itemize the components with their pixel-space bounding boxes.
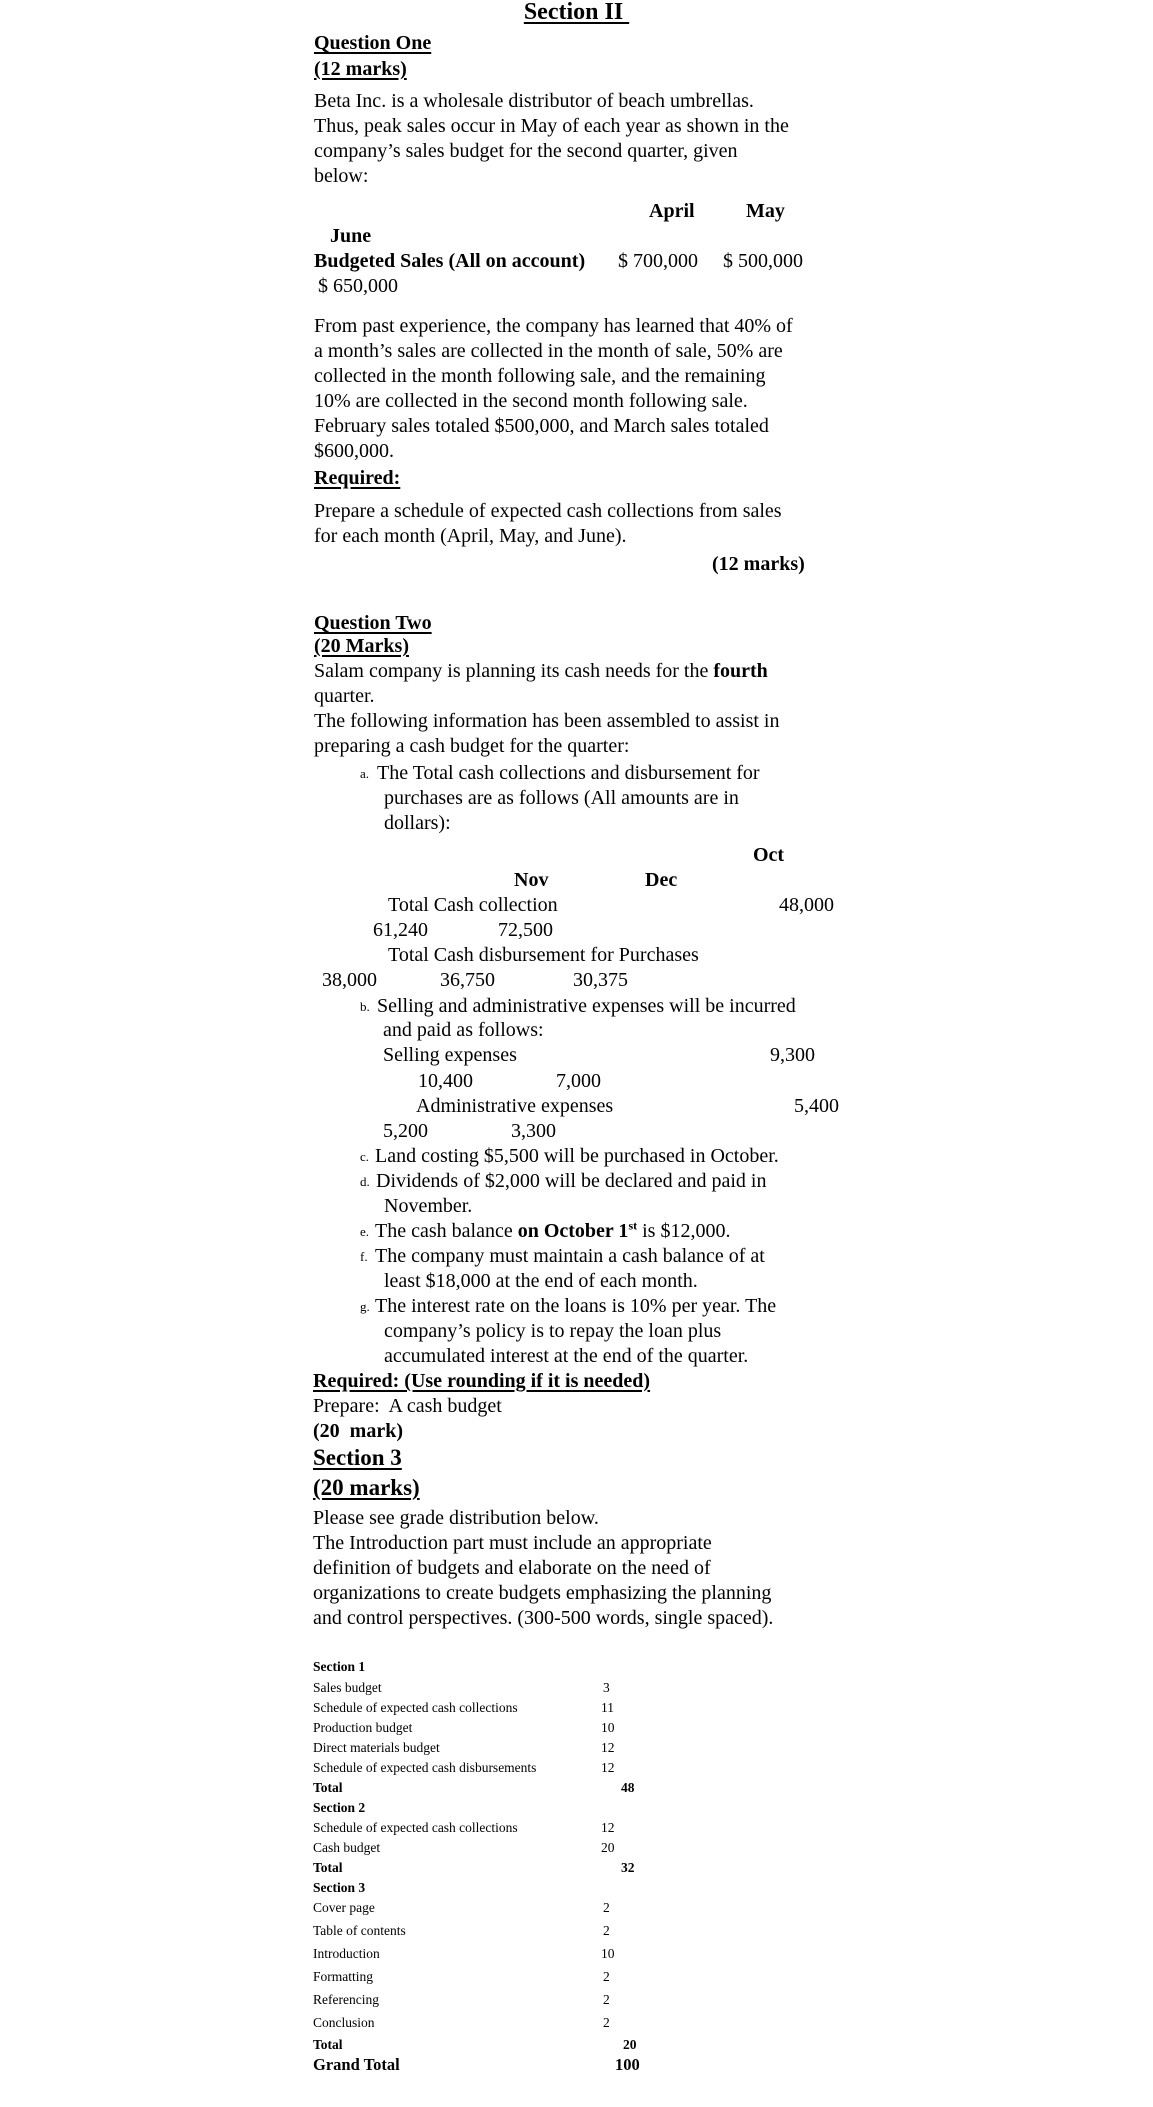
grade-total-value: 20: [623, 2037, 637, 2052]
q1-required-heading: Required:: [314, 467, 401, 489]
q2-marks-footer: (20 mark): [313, 1420, 403, 1442]
q2-table-oct-header: Oct: [753, 844, 785, 866]
q2-admin-nov: 5,200: [383, 1120, 428, 1142]
q2-disbursement-dec: 30,375: [573, 969, 628, 991]
q2-disbursement-oct: 38,000: [322, 969, 377, 991]
grade-row-label: Schedule of expected cash collections: [313, 1700, 518, 1715]
grade-row-value: 12: [601, 1740, 615, 1755]
grade-row-label: Cash budget: [313, 1840, 381, 1855]
q2-selling-oct: 9,300: [770, 1044, 815, 1066]
q2-admin-oct: 5,400: [794, 1095, 839, 1117]
s3-marks: (20 marks): [313, 1475, 420, 1500]
q2-intro-line-4: preparing a cash budget for the quarter:: [314, 735, 630, 757]
grade-row-value: 2: [603, 1923, 610, 1938]
q1-budget-june-value: $ 650,000: [318, 275, 398, 297]
q2-required-heading: Required: (Use rounding if it is needed): [313, 1370, 651, 1392]
q1-month-may: May: [746, 200, 785, 222]
q2-selling-dec: 7,000: [556, 1070, 601, 1092]
q2-item-g-line-2: company’s policy is to repay the loan plus: [384, 1320, 722, 1342]
grade-row-value: 2: [603, 2015, 610, 2030]
s3-line-5: and control perspectives. (300-500 words, single spaced).: [313, 1607, 774, 1629]
q2-item-a-text-1: The Total cash collections and disbursement for: [377, 762, 760, 784]
grade-row-label: Cover page: [313, 1900, 375, 1915]
grade-row-label: Table of contents: [313, 1923, 406, 1938]
q2-selling-label: Selling expenses: [383, 1044, 517, 1066]
q2-item-d-line-2: November.: [384, 1195, 473, 1217]
q2-item-e-post: is $12,000.: [637, 1220, 731, 1242]
q2-item-a-line-3: dollars):: [384, 812, 451, 834]
q2-collection-label: Total Cash collection: [388, 894, 558, 916]
q1-heading: Question One: [314, 32, 432, 54]
q2-item-d-marker: d.: [360, 1174, 370, 1189]
grade-row-value: 10: [601, 1720, 615, 1735]
q1-exp-line-5: February sales totaled $500,000, and March sales totaled: [314, 415, 769, 437]
q1-budget-april-value: $ 700,000: [618, 250, 698, 272]
q1-exp-line-2: a month’s sales are collected in the month of sale, 50% are: [314, 340, 783, 362]
q2-item-g-text-1: The interest rate on the loans is 10% per year. The: [375, 1295, 777, 1317]
section-ii-title: [0, 0, 1153, 25]
q2-item-b-marker: b.: [360, 999, 370, 1014]
grade-row-label: Schedule of expected cash collections: [313, 1820, 518, 1835]
grade-row-label: Direct materials budget: [313, 1740, 440, 1755]
q1-marks-footer: (12 marks): [712, 553, 805, 575]
grade-row-value: 12: [601, 1760, 615, 1775]
s3-heading: Section 3: [313, 1445, 402, 1470]
q2-item-b-text-1: Selling and administrative expenses will be incurred: [377, 995, 796, 1017]
grade-total-label: Total: [313, 2037, 343, 2052]
grade-row-label: Sales budget: [313, 1680, 382, 1695]
grade-total-value: 32: [621, 1860, 635, 1875]
grade-total-label: Total: [313, 1860, 343, 1875]
q2-intro-line-1-text: Salam company is planning its cash needs for the: [314, 660, 714, 682]
q2-table-dec-header: Dec: [645, 869, 678, 891]
q2-selling-nov: 10,400: [418, 1070, 473, 1092]
grand-total-label: Grand Total: [313, 2055, 400, 2074]
grade-row-label: Referencing: [313, 1992, 379, 2007]
grade-row-value: 11: [601, 1700, 614, 1715]
q1-intro-line-1: Beta Inc. is a wholesale distributor of beach umbrellas.: [314, 90, 754, 112]
q2-item-c-marker: c.: [360, 1149, 370, 1164]
q1-intro-line-2: Thus, peak sales occur in May of each year as shown in the: [314, 115, 789, 137]
q1-required-line-1: Prepare a schedule of expected cash collections from sales: [314, 500, 782, 522]
q2-table-nov-header: Nov: [514, 869, 549, 891]
q2-item-d-text-1: Dividends of $2,000 will be declared and paid in: [376, 1170, 767, 1192]
grade-total-value: 48: [621, 1780, 635, 1795]
q1-intro-line-3: company’s sales budget for the second quarter, given: [314, 140, 738, 162]
q1-required-line-2: for each month (April, May, and June).: [314, 525, 627, 547]
grades-s1-header: Section 1: [313, 1659, 366, 1674]
grades-grand-total-row: [0, 2056, 1153, 2107]
q1-month-april: April: [649, 200, 695, 222]
q1-marks: (12 marks): [314, 58, 407, 80]
q2-item-e-pre: The cash balance: [375, 1220, 518, 1242]
section-ii-title-text: Section II: [523, 0, 630, 25]
s3-line-4: organizations to create budgets emphasizing the planning: [313, 1582, 772, 1604]
q2-item-a-line-2: purchases are as follows (All amounts are in: [384, 787, 739, 809]
q2-collection-dec: 72,500: [498, 919, 553, 941]
q2-prepare-line: Prepare: A cash budget: [313, 1395, 502, 1417]
grade-row-value: 3: [603, 1680, 610, 1695]
grades-s2-header: Section 2: [313, 1800, 366, 1815]
q2-item-e-bold-text: on October 1: [517, 1220, 629, 1242]
grand-total-value: 100: [615, 2055, 640, 2074]
grade-row-value: 2: [603, 1992, 610, 2007]
q2-disbursement-nov: 36,750: [440, 969, 495, 991]
q2-item-e-marker: e.: [360, 1224, 370, 1239]
s3-line-3: definition of budgets and elaborate on the need of: [313, 1557, 711, 1579]
q2-intro-line-2: quarter.: [314, 685, 375, 707]
q2-heading: Question Two: [314, 612, 432, 634]
s3-line-2: The Introduction part must include an appropriate: [313, 1532, 712, 1554]
q2-item-e-text: [375, 1219, 730, 1244]
grades-s3-header: Section 3: [313, 1880, 366, 1895]
q2-marks: (20 Marks): [314, 635, 409, 657]
grade-row-value: 12: [601, 1820, 615, 1835]
q2-item-g-line-3: accumulated interest at the end of the quarter.: [384, 1345, 749, 1367]
q2-intro-line-1-bold: fourth: [713, 660, 768, 682]
q2-intro-line-3: The following information has been assembled to assist in: [314, 710, 780, 732]
q2-item-f-marker: f.: [360, 1249, 368, 1264]
s3-line-1: Please see grade distribution below.: [313, 1507, 599, 1529]
q2-intro-line-1: [314, 659, 1153, 684]
grade-row-value: 10: [601, 1946, 615, 1961]
grade-row-label: Conclusion: [313, 2015, 375, 2030]
grade-row-label: Production budget: [313, 1720, 413, 1735]
q1-exp-line-3: collected in the month following sale, and the remaining: [314, 365, 766, 387]
grade-row-value: 2: [603, 1900, 610, 1915]
q1-exp-line-1: From past experience, the company has learned that 40% of: [314, 315, 793, 337]
grade-row-value: 2: [603, 1969, 610, 1984]
q1-budget-label: Budgeted Sales (All on account): [314, 250, 586, 272]
q1-exp-line-4: 10% are collected in the second month following sale.: [314, 390, 748, 412]
q1-exp-line-6: $600,000.: [314, 440, 394, 462]
q2-disbursement-label: Total Cash disbursement for Purchases: [388, 944, 699, 966]
q2-item-g-marker: g.: [360, 1299, 370, 1314]
q2-admin-dec: 3,300: [511, 1120, 556, 1142]
q2-collection-oct: 48,000: [779, 894, 834, 916]
grade-row-label: Schedule of expected cash disbursements: [313, 1760, 537, 1775]
grade-total-label: Total: [313, 1780, 343, 1795]
q2-item-f-line-2: least $18,000 at the end of each month.: [384, 1270, 698, 1292]
q1-month-june: June: [330, 225, 372, 247]
q2-admin-label: Administrative expenses: [416, 1095, 614, 1117]
grade-row-value: 20: [601, 1840, 615, 1855]
q1-intro-line-4: below:: [314, 165, 369, 187]
q2-item-a-marker: a.: [360, 766, 370, 781]
q2-item-b-line-2: and paid as follows:: [383, 1019, 544, 1041]
q2-item-e-bold: [518, 1220, 637, 1242]
grade-row-label: Introduction: [313, 1946, 380, 1961]
q2-collection-nov: 61,240: [373, 919, 428, 941]
q1-budget-may-value: $ 500,000: [723, 250, 803, 272]
grade-row-label: Formatting: [313, 1969, 373, 1984]
q2-item-e-sup: st: [628, 1218, 638, 1233]
q2-item-f-text-1: The company must maintain a cash balance of at: [375, 1245, 765, 1267]
q2-item-c-text: Land costing $5,500 will be purchased in October.: [375, 1145, 779, 1167]
